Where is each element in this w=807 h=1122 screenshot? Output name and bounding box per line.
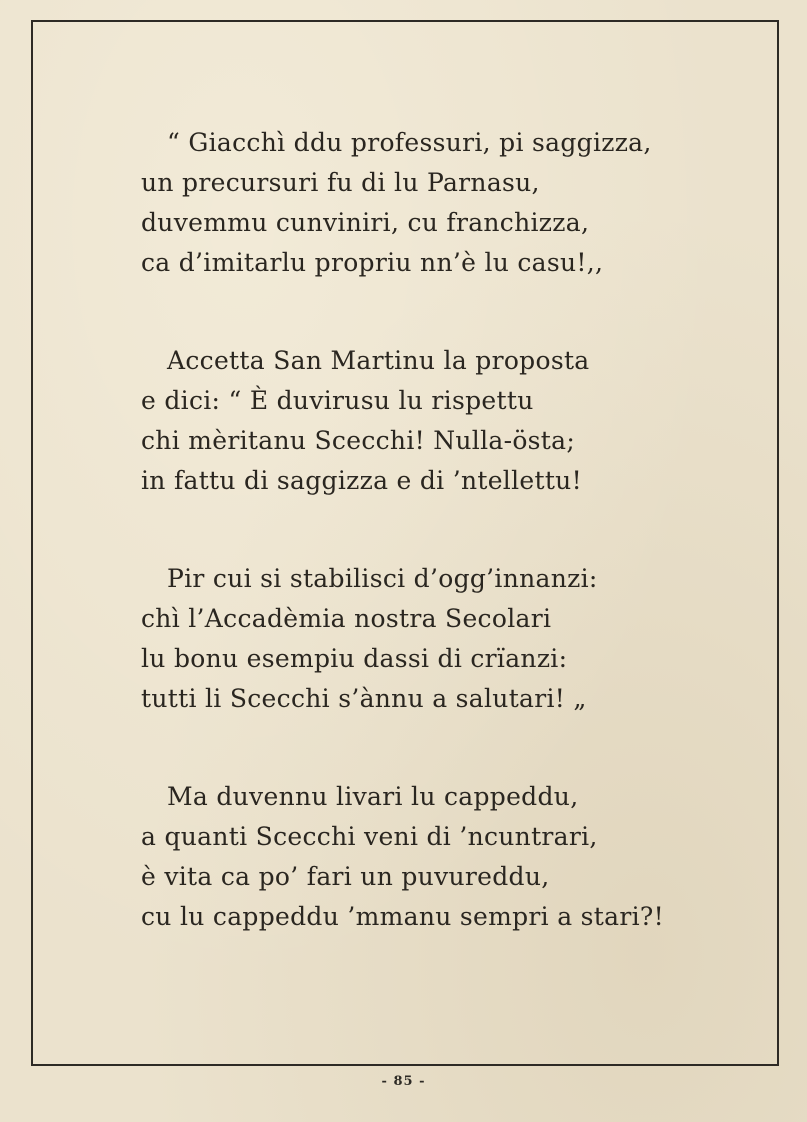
verse-line: e dici: “ È duvirusu lu rispettu bbox=[141, 386, 534, 415]
stanza-2 bbox=[141, 341, 701, 501]
stanza-4 bbox=[141, 777, 701, 937]
verse-line: a quanti Scecchi veni di ’ncuntrari, bbox=[141, 822, 598, 851]
poem-body bbox=[141, 123, 701, 937]
verse-line: in fattu di saggizza e di ’ntellettu! bbox=[141, 466, 582, 495]
stanza-3 bbox=[141, 559, 701, 719]
verse-line: cu lu cappeddu ’mmanu sempri a stari?! bbox=[141, 902, 664, 931]
verse-line: è vita ca po’ fari un puvureddu, bbox=[141, 862, 550, 891]
stanza-1 bbox=[141, 123, 701, 283]
verse-line: Accetta San Martinu la proposta bbox=[167, 346, 590, 375]
verse-line: un precursuri fu di lu Parnasu, bbox=[141, 168, 540, 197]
verse-line: duvemmu cunviniri, cu franchizza, bbox=[141, 208, 590, 237]
verse-line: Pir cui si stabilisci d’ogg’innanzi: bbox=[167, 564, 598, 593]
verse-line: Ma duvennu livari lu cappeddu, bbox=[167, 782, 579, 811]
verse-line: ca d’imitarlu propriu nn’è lu casu!,, bbox=[141, 248, 604, 277]
verse-line: chi mèritanu Scecchi! Nulla-östa; bbox=[141, 426, 576, 455]
verse-line: lu bonu esempiu dassi di crïanzi: bbox=[141, 644, 568, 673]
page-number: - 85 - bbox=[381, 1074, 426, 1089]
verse-line: “ Giacchì ddu professuri, pi saggizza, bbox=[167, 128, 652, 157]
verse-line: tutti li Scecchi s’ànnu a salutari! „ bbox=[141, 684, 587, 713]
verse-line: chì l’Accadèmia nostra Secolari bbox=[141, 604, 552, 633]
